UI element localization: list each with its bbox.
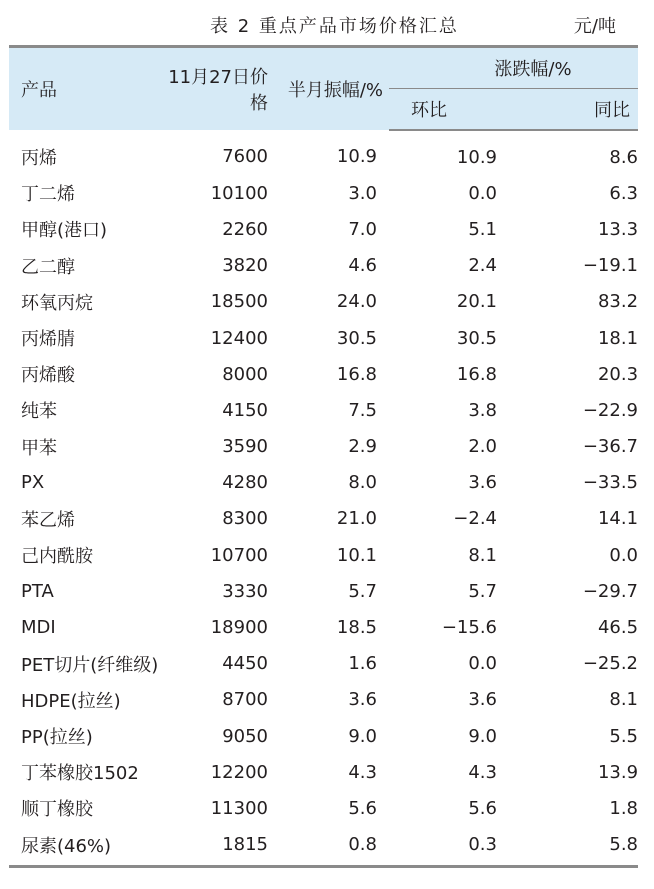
cell-mom: −2.4 — [453, 508, 497, 530]
header-product: 产品 — [9, 47, 164, 131]
header-half-month-amplitude: 半月振幅/% — [268, 47, 389, 131]
cell-half-month-amplitude: 18.5 — [336, 617, 377, 639]
cell-product: PX — [21, 472, 45, 494]
table-title: 表 2 重点产品市场价格汇总 — [210, 16, 459, 37]
cell-half-month-amplitude: 4.3 — [348, 761, 377, 783]
table-row — [9, 284, 638, 320]
cell-product: MDI — [21, 617, 56, 639]
cell-price: 4150 — [222, 399, 268, 421]
cell-yoy: 18.1 — [597, 327, 639, 349]
header-change-group: 涨跌幅/% — [389, 47, 638, 89]
header-mom: 环比 — [389, 89, 511, 131]
cell-half-month-amplitude: 10.1 — [336, 544, 377, 566]
cell-half-month-amplitude: 21.0 — [336, 508, 377, 530]
cell-half-month-amplitude: 5.6 — [348, 797, 377, 819]
cell-price: 18900 — [210, 617, 268, 639]
cell-half-month-amplitude: 3.6 — [348, 689, 377, 711]
price-summary-table — [9, 45, 638, 868]
cell-price: 8300 — [222, 508, 268, 530]
cell-product: PP(拉丝) — [21, 727, 93, 749]
table-unit: 元/吨 — [573, 16, 616, 37]
cell-mom: 10.9 — [456, 146, 497, 168]
cell-price: 2260 — [222, 218, 268, 240]
cell-half-month-amplitude: 24.0 — [336, 291, 377, 313]
cell-half-month-amplitude: 30.5 — [336, 327, 377, 349]
cell-mom: 0.3 — [389, 827, 511, 867]
cell-mom: 20.1 — [456, 291, 497, 313]
cell-product: 纯苯 — [21, 401, 57, 423]
cell-half-month-amplitude: 7.5 — [348, 399, 377, 421]
cell-price: 4450 — [222, 653, 268, 675]
table-row — [9, 646, 638, 682]
cell-half-month-amplitude: 5.7 — [348, 580, 377, 602]
cell-price: 1815 — [164, 827, 268, 867]
cell-product: 丁二烯 — [21, 184, 75, 206]
table-row — [9, 501, 638, 537]
cell-yoy: 8.1 — [609, 689, 639, 711]
cell-half-month-amplitude: 0.8 — [268, 827, 389, 867]
cell-half-month-amplitude: 10.9 — [336, 146, 377, 168]
cell-yoy: −19.1 — [582, 255, 639, 277]
cell-price: 8700 — [222, 689, 268, 711]
cell-mom: −15.6 — [441, 617, 497, 639]
table-row — [9, 356, 638, 392]
table-caption — [0, 12, 654, 38]
cell-yoy: 14.1 — [597, 508, 639, 530]
cell-mom: 30.5 — [456, 327, 497, 349]
cell-product: 甲苯 — [21, 437, 57, 459]
cell-price: 12400 — [210, 327, 268, 349]
cell-product: 丙烯酸 — [21, 365, 75, 387]
cell-price: 4280 — [222, 472, 268, 494]
table-row — [9, 573, 638, 609]
cell-price: 8000 — [222, 363, 268, 385]
cell-yoy: −33.5 — [582, 472, 639, 494]
cell-product: 乙二醇 — [21, 256, 75, 278]
cell-yoy: 13.3 — [597, 218, 639, 240]
cell-half-month-amplitude: 7.0 — [348, 218, 377, 240]
cell-mom: 2.4 — [468, 255, 497, 277]
table-row — [9, 211, 638, 247]
cell-half-month-amplitude: 8.0 — [348, 472, 377, 494]
header-yoy: 同比 — [511, 89, 638, 131]
table-row — [9, 827, 638, 867]
cell-product: 己内酰胺 — [21, 546, 93, 568]
cell-yoy: 5.5 — [609, 725, 639, 747]
cell-price: 7600 — [222, 146, 268, 168]
cell-half-month-amplitude: 16.8 — [336, 363, 377, 385]
cell-product: 甲醇(港口) — [21, 220, 108, 242]
cell-mom: 3.8 — [468, 399, 497, 421]
cell-product: 丙烯 — [21, 147, 57, 169]
cell-yoy: −36.7 — [582, 436, 639, 458]
cell-yoy: −22.9 — [582, 399, 639, 421]
cell-mom: 4.3 — [468, 761, 497, 783]
cell-product: PTA — [21, 580, 54, 602]
cell-mom: 8.1 — [468, 544, 497, 566]
cell-product: 环氧丙烷 — [21, 292, 93, 314]
cell-mom: 5.1 — [468, 218, 497, 240]
cell-yoy: 20.3 — [597, 363, 639, 385]
cell-product: 苯乙烯 — [21, 509, 75, 531]
table-row — [9, 537, 638, 573]
cell-product: 丙烯腈 — [21, 329, 75, 351]
cell-price: 9050 — [222, 725, 268, 747]
cell-product: HDPE(拉丝) — [21, 690, 121, 712]
cell-mom: 3.6 — [468, 689, 497, 711]
cell-price: 3590 — [222, 436, 268, 458]
cell-yoy: −29.7 — [582, 580, 639, 602]
cell-product: 顺丁橡胶 — [21, 799, 93, 821]
header-price: 11月27日价格 — [164, 47, 268, 131]
cell-mom: 16.8 — [456, 363, 497, 385]
cell-half-month-amplitude: 3.0 — [348, 182, 377, 204]
cell-price: 10100 — [210, 182, 268, 204]
cell-half-month-amplitude: 4.6 — [348, 255, 377, 277]
table-row — [9, 175, 638, 211]
cell-mom: 5.6 — [468, 797, 497, 819]
table-row — [9, 682, 638, 718]
cell-yoy: 5.8 — [511, 827, 638, 867]
cell-half-month-amplitude: 1.6 — [348, 653, 377, 675]
cell-product: 丁苯橡胶1502 — [21, 763, 139, 785]
table-row — [9, 320, 638, 356]
table-row — [9, 754, 638, 790]
cell-yoy: 83.2 — [597, 291, 639, 313]
cell-mom: 9.0 — [468, 725, 497, 747]
cell-price: 10700 — [210, 544, 268, 566]
cell-mom: 2.0 — [468, 436, 497, 458]
table-row — [9, 130, 638, 175]
cell-mom: 3.6 — [468, 472, 497, 494]
table-row — [9, 392, 638, 428]
cell-half-month-amplitude: 9.0 — [348, 725, 377, 747]
cell-half-month-amplitude: 2.9 — [348, 436, 377, 458]
cell-yoy: 1.8 — [609, 797, 639, 819]
table-row — [9, 465, 638, 501]
cell-price: 12200 — [210, 761, 268, 783]
table-row — [9, 609, 638, 645]
cell-yoy: 46.5 — [597, 617, 639, 639]
table-row — [9, 790, 638, 826]
table-row — [9, 248, 638, 284]
cell-price: 11300 — [210, 797, 268, 819]
cell-price: 18500 — [210, 291, 268, 313]
cell-yoy: 0.0 — [609, 544, 639, 566]
table-row — [9, 429, 638, 465]
cell-price: 3330 — [222, 580, 268, 602]
cell-product: 尿素(46%) — [9, 827, 164, 867]
cell-yoy: 6.3 — [609, 182, 639, 204]
cell-price: 3820 — [222, 255, 268, 277]
cell-yoy: 8.6 — [609, 146, 639, 168]
cell-mom: 0.0 — [468, 653, 497, 675]
cell-yoy: 13.9 — [597, 761, 639, 783]
table-body — [9, 130, 638, 866]
cell-product: PET切片(纤维级) — [21, 654, 159, 676]
cell-mom: 0.0 — [468, 182, 497, 204]
cell-yoy: −25.2 — [582, 653, 639, 675]
cell-mom: 5.7 — [468, 580, 497, 602]
table-row — [9, 718, 638, 754]
